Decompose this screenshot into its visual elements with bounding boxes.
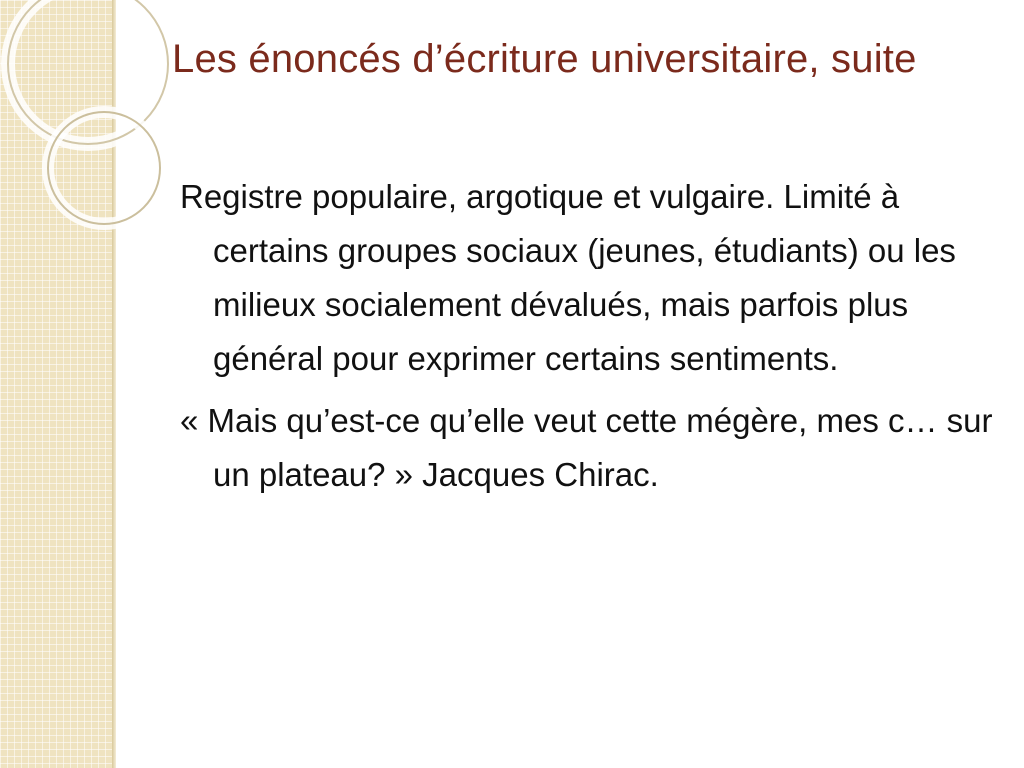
decorative-ring-lower-outline [48,112,160,224]
paragraph-quote: « Mais qu’est-ce qu’elle veut cette mégère, mes c… sur un plateau? » Jacques Chirac. [180,402,993,493]
paragraph-register: Registre populaire, argotique et vulgaire. Limité à certains groupes sociaux (jeunes, étudiants) ou les milieux socialement dévalués, mais parfois plus général pour exprimer certains sentiments. [180,178,956,377]
slide-title: Les énoncés d’écriture universitaire, suite [172,37,917,81]
decorative-rings [0,0,200,240]
slide-body [180,170,1000,510]
